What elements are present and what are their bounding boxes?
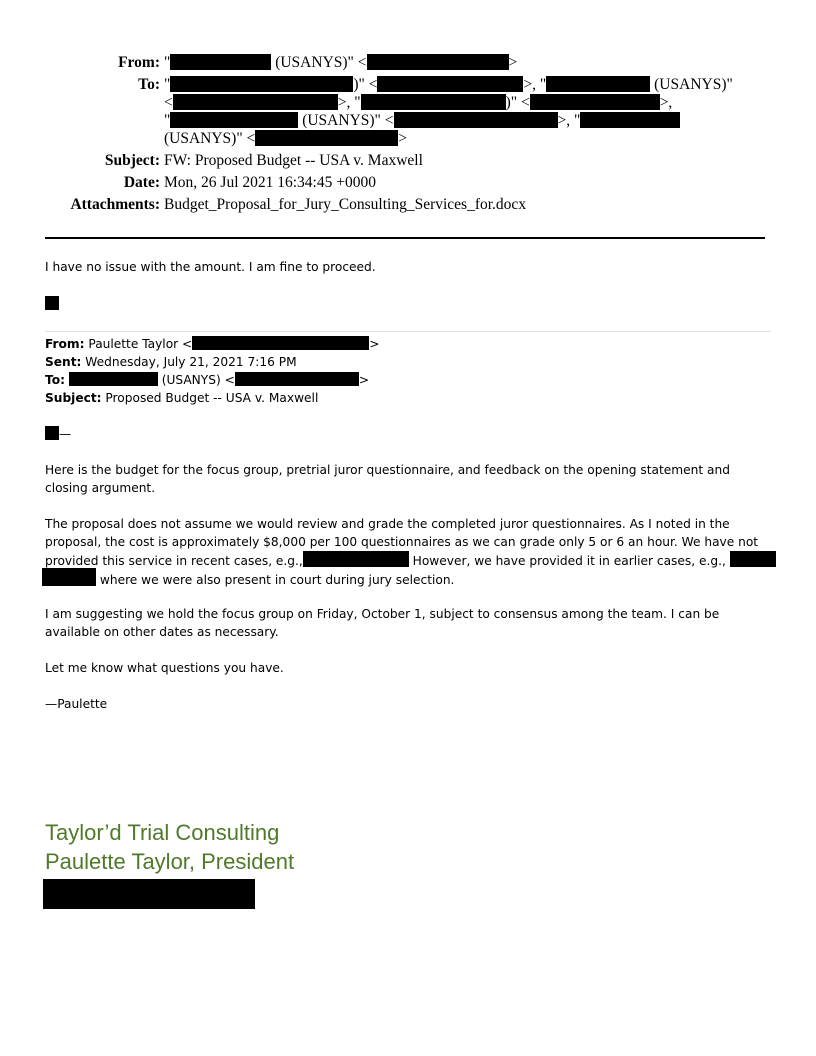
redaction-box: [303, 551, 409, 567]
paragraph-questionnaire-line-4: where we were also present in court during jury selection.: [42, 568, 454, 589]
redaction-box: [235, 372, 359, 386]
redaction-box: [367, 54, 509, 70]
redaction-box: [730, 551, 776, 567]
redaction-box: [394, 112, 558, 128]
redaction-box: [43, 879, 255, 909]
redaction-box: [377, 76, 523, 92]
paragraph-questionnaire-line-2: proposal, the cost is approximately $8,000 per 100 questionnaires as we can grade only 5 or 6 an hour. We have not: [45, 535, 759, 549]
paragraph-questions: Let me know what questions you have.: [45, 661, 284, 675]
paragraph-focus-group: I am suggesting we hold the focus group on Friday, October 1, subject to consensus among the team. I can be available on other dates as necessary.: [45, 607, 720, 639]
attachment-link[interactable]: Budget_Proposal_for_Jury_Consulting_Services_for.docx: [164, 196, 527, 213]
header-attachments-label: Attachments:: [70, 196, 160, 213]
paragraph-questionnaire-line-3: provided this service in recent cases, e.g., However, we have provided it in earlier cases, e.g.,: [45, 551, 775, 570]
redaction-box: [580, 112, 680, 128]
signoff: —Paulette: [45, 697, 108, 711]
signature-company: Taylor’d Trial Consulting: [45, 820, 280, 845]
redaction-box: [530, 94, 660, 110]
header-subject-value: FW: Proposed Budget -- USA v. Maxwell: [164, 152, 423, 169]
redaction-box: [255, 130, 398, 146]
forward-divider: [45, 331, 771, 332]
header-date-value: Mon, 26 Jul 2021 16:34:45 +0000: [164, 174, 376, 191]
redaction-box: [45, 296, 59, 310]
header-to-line-3: " (USANYS)" < >, ": [164, 112, 680, 130]
header-to-label: To:: [138, 76, 160, 93]
forwarded-to: To: (USANYS) < >: [45, 373, 370, 387]
header-divider: [45, 237, 765, 239]
header-to-line-4: (USANYS)" < >: [164, 130, 408, 147]
header-from-value: " (USANYS)" < >: [164, 54, 518, 71]
redaction-box: [192, 336, 369, 350]
forwarded-subject: Subject: Proposed Budget -- USA v. Maxwell: [45, 391, 319, 405]
redaction-box: [69, 372, 158, 386]
forwarded-sent: Sent: Wednesday, July 21, 2021 7:16 PM: [45, 355, 297, 369]
redaction-box: [546, 76, 650, 92]
redaction-box: [170, 54, 271, 70]
header-subject-label: Subject:: [104, 152, 160, 169]
reply-body: I have no issue with the amount. I am fine to proceed.: [45, 260, 376, 274]
greeting: —: [45, 425, 775, 443]
redaction-box: [173, 94, 338, 110]
redaction-box: [170, 112, 298, 128]
forwarded-from: From: Paulette Taylor < >: [45, 337, 380, 351]
header-to-line-1: " )" < >, " (USANYS)": [164, 76, 733, 93]
header-to-line-2: < >, " )" < >,: [164, 94, 673, 111]
paragraph-budget: Here is the budget for the focus group, pretrial juror questionnaire, and feedback on the opening statement and closing argument.: [45, 463, 730, 495]
signature-name-title: Paulette Taylor, President: [45, 849, 295, 874]
redaction-box: [42, 568, 96, 586]
paragraph-questionnaire-line-1: The proposal does not assume we would review and grade the completed juror questionnaires. As I noted in the: [45, 517, 730, 531]
redaction-box: [361, 94, 506, 110]
redaction-box: [45, 426, 59, 440]
redaction-box: [170, 76, 353, 92]
header-date-label: Date:: [123, 174, 160, 191]
header-from-label: From:: [118, 54, 160, 71]
